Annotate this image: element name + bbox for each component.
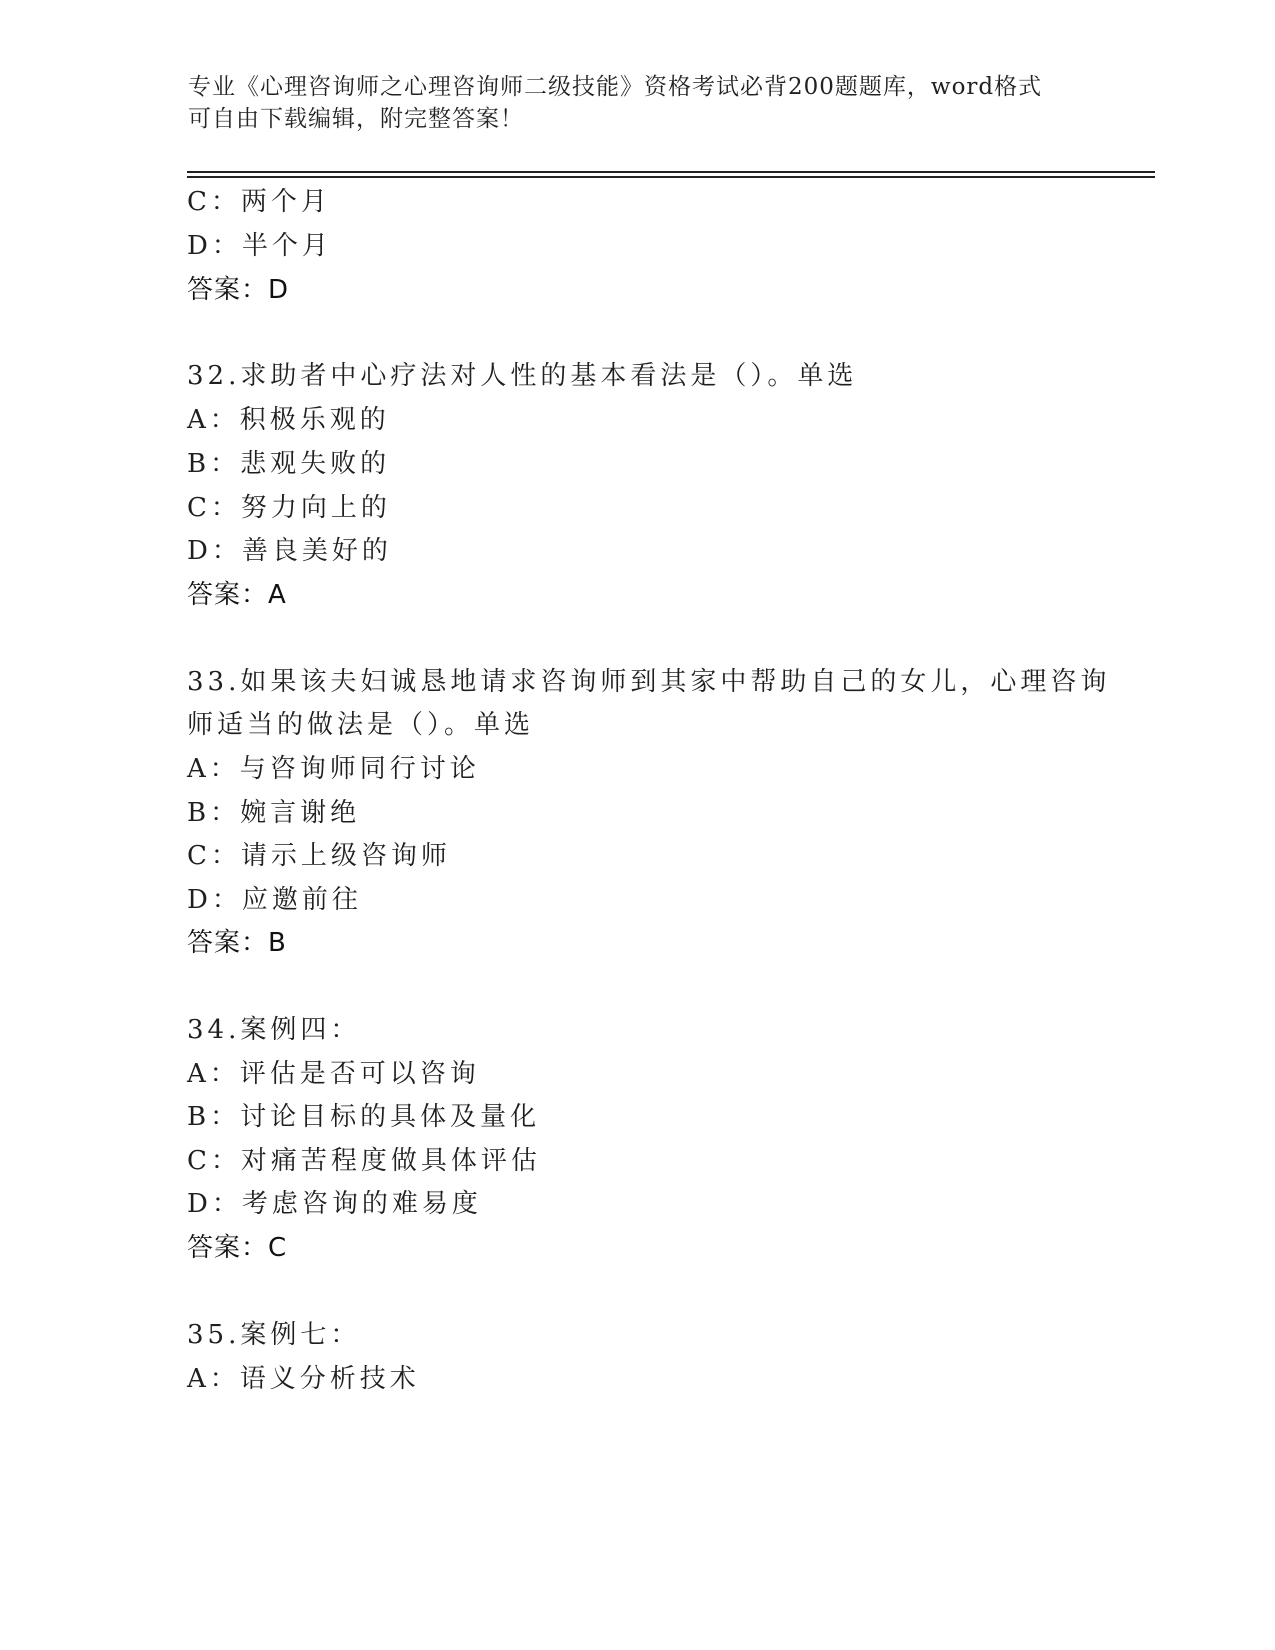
header-title-line-1: 专业《心理咨询师之心理咨询师二级技能》资格考试必背200题题库，word格式 — [188, 74, 1043, 100]
question-34-option-b: B：讨论目标的具体及量化 — [187, 1102, 541, 1132]
question-32-option-a: A：积极乐观的 — [187, 405, 390, 435]
question-33-option-d: D：应邀前往 — [187, 885, 362, 915]
header-divider-top — [187, 171, 1155, 173]
question-34-option-d: D：考虑咨询的难易度 — [187, 1189, 482, 1219]
header-divider-bottom — [187, 176, 1155, 178]
header-title-line-2: 可自由下载编辑，附完整答案！ — [188, 106, 524, 132]
question-32-option-c: C：努力向上的 — [187, 493, 391, 523]
continued-answer: 答案：D — [187, 275, 290, 305]
question-34-option-c: C：对痛苦程度做具体评估 — [187, 1146, 541, 1176]
question-33-option-a: A：与咨询师同行讨论 — [187, 754, 480, 784]
question-35-option-a: A：语义分析技术 — [187, 1364, 420, 1394]
question-32-option-b: B：悲观失败的 — [187, 449, 391, 479]
question-32-answer: 答案：A — [187, 580, 287, 610]
question-32-option-d: D：善良美好的 — [187, 536, 392, 566]
question-34-answer: 答案：C — [187, 1233, 288, 1263]
question-34-stem: 34.案例四： — [187, 1015, 361, 1045]
question-35-stem: 35.案例七： — [187, 1320, 361, 1350]
question-33-option-c: C：请示上级咨询师 — [187, 841, 451, 871]
question-34-option-a: A：评估是否可以咨询 — [187, 1059, 480, 1089]
question-32-stem: 32.求助者中心疗法对人性的基本看法是（）。单选 — [187, 361, 858, 391]
question-33-answer: 答案：B — [187, 928, 287, 958]
question-33-option-b: B：婉言谢绝 — [187, 798, 361, 828]
continued-option-d: D：半个月 — [187, 231, 332, 261]
question-33-stem-line-2: 师适当的做法是（）。单选 — [187, 710, 535, 740]
question-33-stem-line-1: 33.如果该夫妇诚恳地请求咨询师到其家中帮助自己的女儿，心理咨询 — [187, 667, 1111, 697]
continued-option-c: C：两个月 — [187, 187, 331, 217]
